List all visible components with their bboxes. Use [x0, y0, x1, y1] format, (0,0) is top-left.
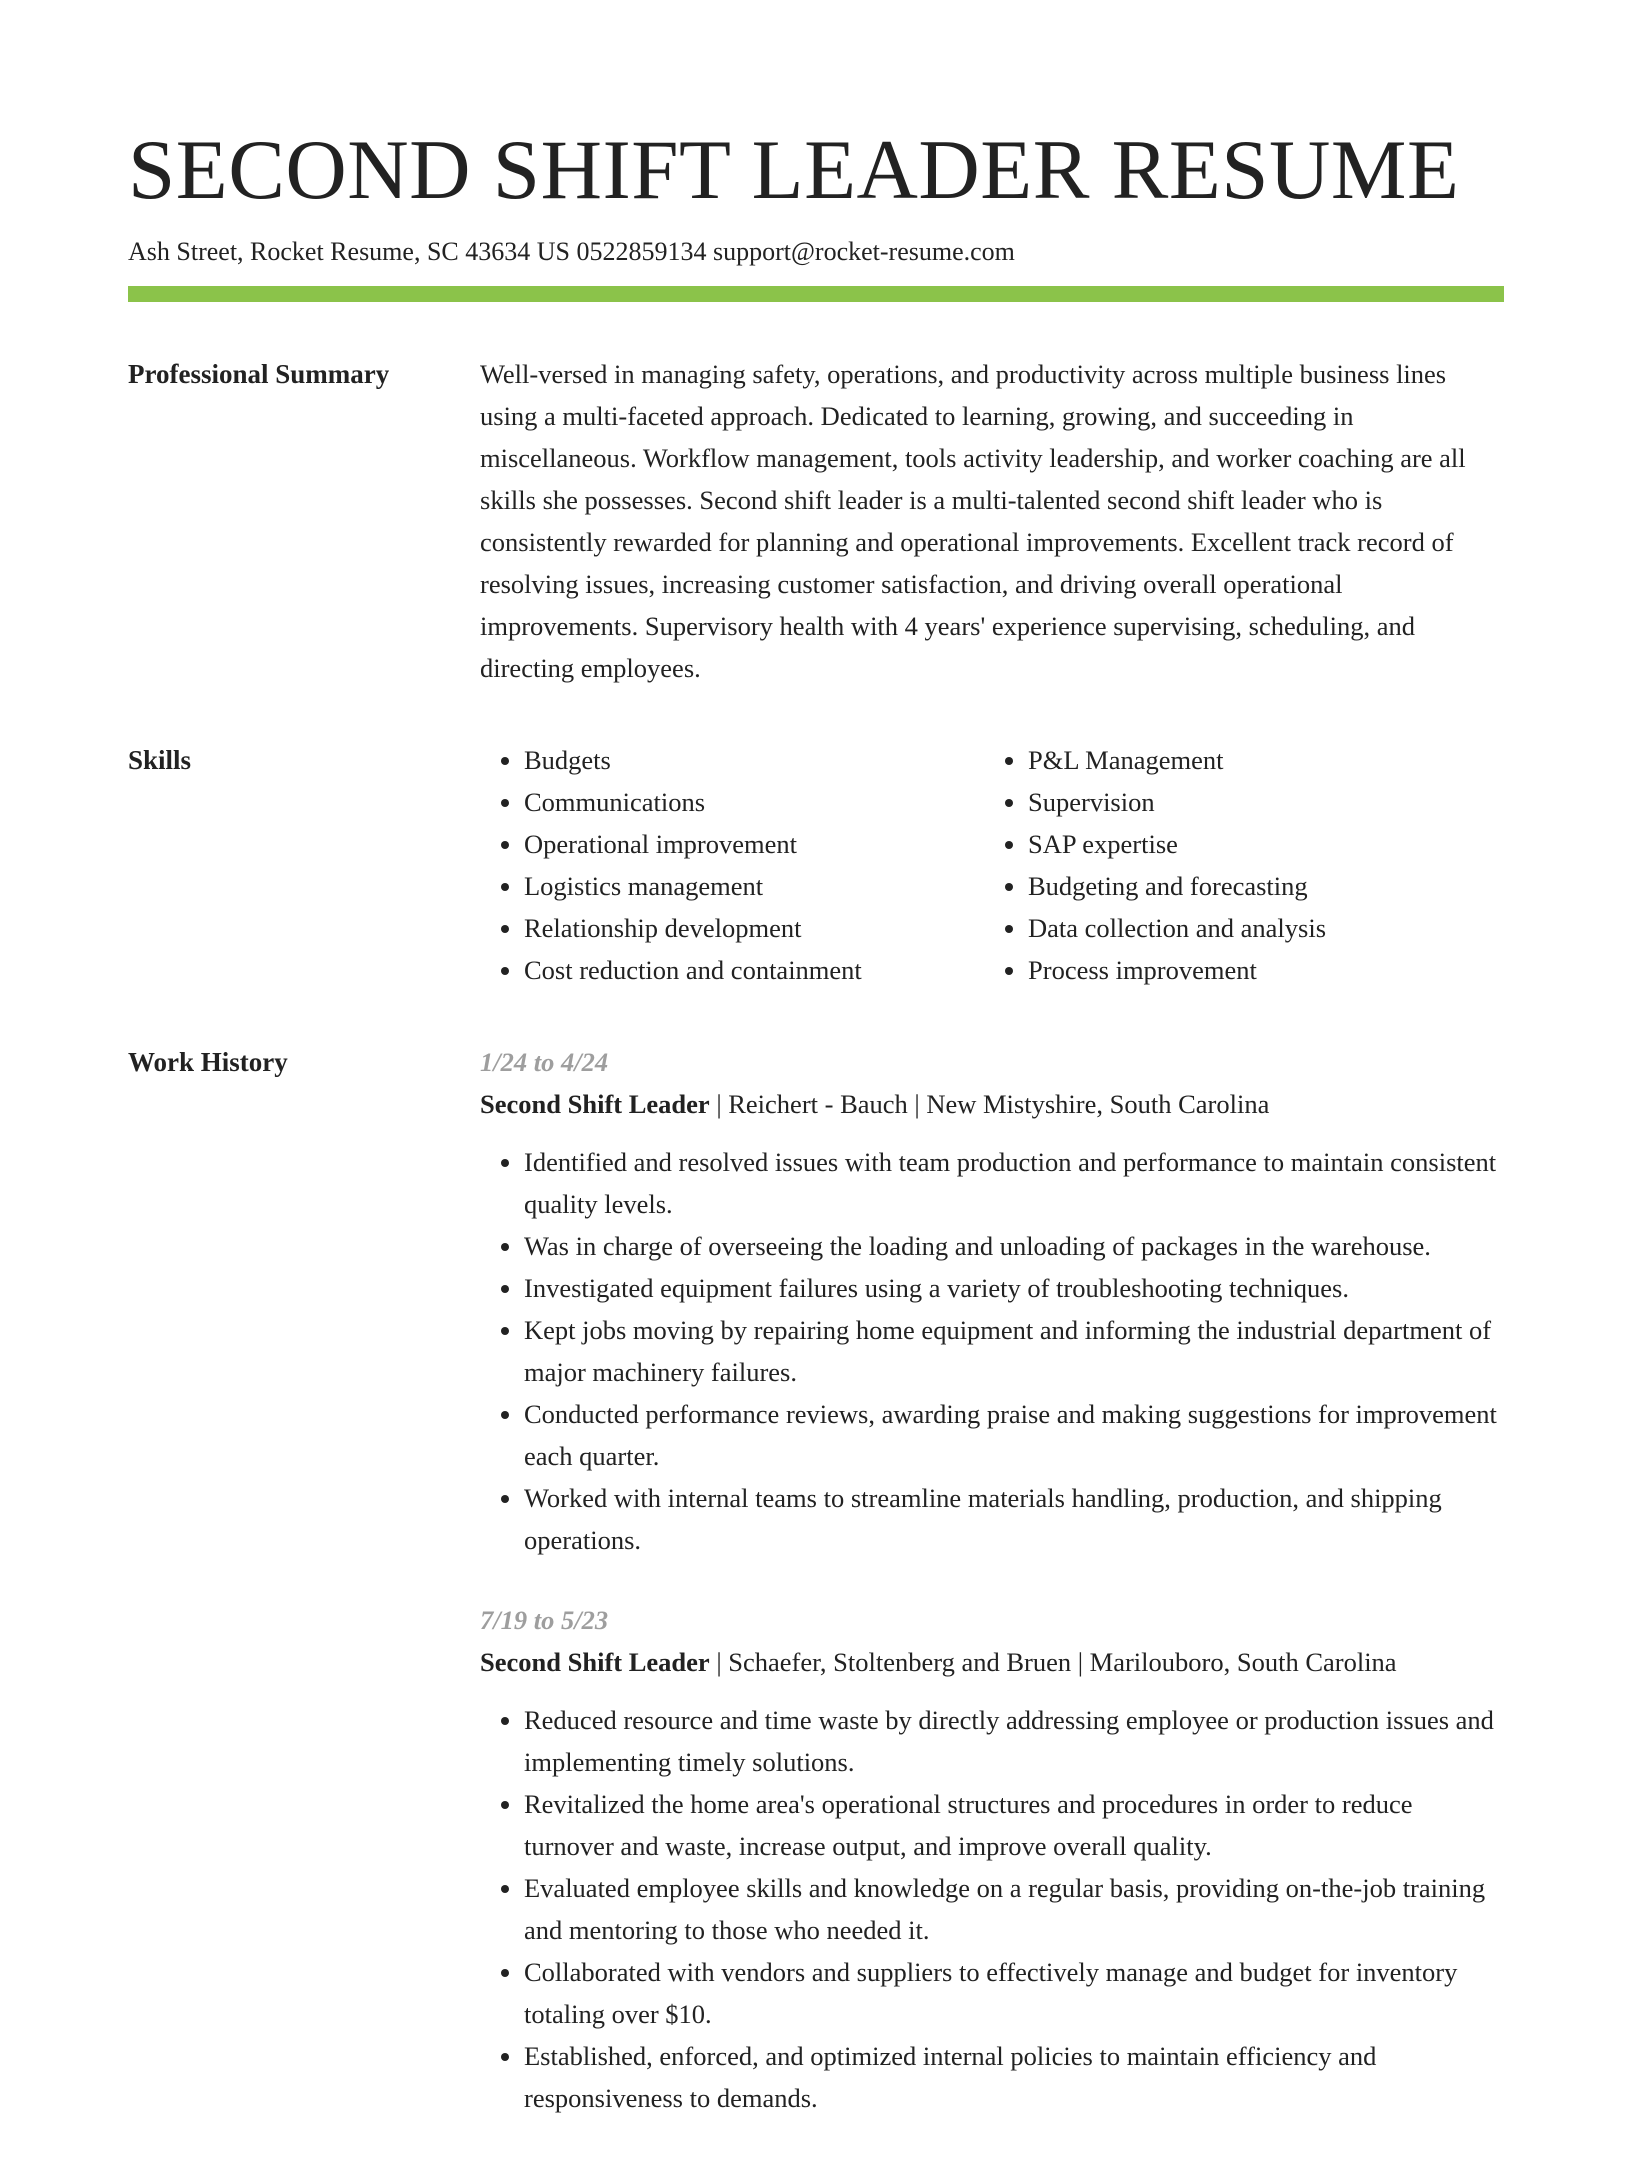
job-dates: 7/19 to 5/23	[480, 1605, 609, 1635]
job-responsibilities	[480, 1141, 1504, 1561]
job-entry	[480, 1041, 1504, 1561]
skill-item: • P&L Management	[1028, 739, 1326, 781]
skills-list	[480, 739, 1504, 991]
skill-item: • Operational improvement	[524, 823, 984, 865]
job-bullet: • Evaluated employee skills and knowledge on a regular basis, providing on-the-job training and mentoring to those who needed it.	[524, 1867, 1504, 1951]
skill-item: • Data collection and analysis	[1028, 907, 1326, 949]
skills-column-right	[984, 739, 1326, 991]
work-history-section	[128, 1041, 1504, 2157]
skill-item: • SAP expertise	[1028, 823, 1326, 865]
job-bullet: • Was in charge of overseeing the loading and unloading of packages in the warehouse.	[524, 1225, 1504, 1267]
skills-section	[128, 739, 1504, 991]
job-employer-location: | Schaefer, Stoltenberg and Bruen | Marilouboro, South Carolina	[709, 1647, 1397, 1677]
skill-item: • Relationship development	[524, 907, 984, 949]
skill-item: • Process improvement	[1028, 949, 1326, 991]
job-heading	[480, 1083, 1504, 1125]
job-employer-location: | Reichert - Bauch | New Mistyshire, South Carolina	[709, 1089, 1270, 1119]
job-responsibilities	[480, 1699, 1504, 2119]
job-bullet: • Established, enforced, and optimized internal policies to maintain efficiency and responsiveness to demands.	[524, 2035, 1504, 2119]
job-heading	[480, 1641, 1504, 1683]
skill-item: • Cost reduction and containment	[524, 949, 984, 991]
job-bullet: • Conducted performance reviews, awarding praise and making suggestions for improvement each quarter.	[524, 1393, 1504, 1477]
job-bullet: • Revitalized the home area's operational structures and procedures in order to reduce turnover and waste, increase output, and improve overall quality.	[524, 1783, 1504, 1867]
skill-item: • Budgeting and forecasting	[1028, 865, 1326, 907]
skill-item: • Budgets	[524, 739, 984, 781]
section-label-skills: Skills	[128, 745, 192, 775]
professional-summary-body	[480, 353, 1504, 689]
job-title: Second Shift Leader	[480, 1647, 710, 1677]
professional-summary-section	[128, 353, 1504, 689]
skills-column-left	[480, 739, 984, 991]
job-bullet: • Kept jobs moving by repairing home equipment and informing the industrial department of major machinery failures.	[524, 1309, 1504, 1393]
summary-text: Well-versed in managing safety, operations, and productivity across multiple business lines using a multi-faceted approach. Dedicated to learning, growing, and succeeding in miscellaneous. Workflow management, tools activity leadership, and worker coaching are all skills she possesses. Second shift leader is a multi-talented second shift leader who is consistently rewarded for planning and operational improvements. Excellent track record of resolving issues, increasing customer satisfaction, and driving overall operational improvements. Supervisory health with 4 years' experience supervising, scheduling, and directing employees.	[480, 359, 1466, 683]
job-bullet: • Identified and resolved issues with team production and performance to maintain consistent quality levels.	[524, 1141, 1504, 1225]
section-label-professional-summary: Professional Summary	[128, 359, 390, 389]
work-history-body	[480, 1041, 1504, 2157]
job-bullet: • Worked with internal teams to streamline materials handling, production, and shipping operations.	[524, 1477, 1504, 1561]
job-bullet: • Investigated equipment failures using a variety of troubleshooting techniques.	[524, 1267, 1504, 1309]
job-dates: 1/24 to 4/24	[480, 1047, 609, 1077]
contact-info: Ash Street, Rocket Resume, SC 43634 US 0522859134 support@rocket-resume.com	[128, 237, 1015, 266]
accent-divider	[128, 286, 1504, 302]
job-bullet: • Collaborated with vendors and suppliers to effectively manage and budget for inventory totaling over $10.	[524, 1951, 1504, 2035]
job-bullet: • Reduced resource and time waste by directly addressing employee or production issues and implementing timely solutions.	[524, 1699, 1504, 1783]
skill-item: • Supervision	[1028, 781, 1326, 823]
resume-title: SECOND SHIFT LEADER RESUME	[128, 123, 1460, 217]
job-entry	[480, 1599, 1504, 2119]
skill-item: • Logistics management	[524, 865, 984, 907]
skill-item: • Communications	[524, 781, 984, 823]
resume-page	[128, 118, 1504, 2157]
job-title: Second Shift Leader	[480, 1089, 710, 1119]
section-label-work-history: Work History	[128, 1047, 288, 1077]
